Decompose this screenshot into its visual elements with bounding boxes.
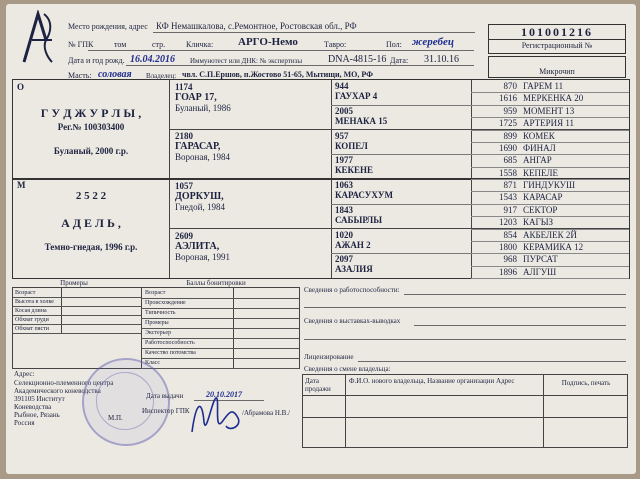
pedigree-table [12,79,630,279]
score-row-label: Класс [145,360,160,366]
g3-number: 944 [335,81,349,91]
color-value: соловая [98,69,132,80]
owner-change-label: Сведения о смене владельца: [304,365,391,373]
shows-label: Сведения о выставках-выводках [304,317,401,325]
license-label: Лицензирование [304,353,354,361]
g3-ancestor [335,81,467,101]
dam-name: А Д Е Л Ь , [61,216,121,230]
g4-ancestor [483,130,555,142]
g4-ancestor [483,216,553,228]
g2-name: ГАРАСАР, [175,141,221,152]
registration-box [488,24,626,54]
g2-info: Вороная, 1991 [175,252,230,262]
g4-ancestor [483,253,558,265]
g2-ancestor [175,231,325,262]
g3-name: КЕКЕНЕ [335,165,374,176]
address-line: Коневодства [14,403,52,411]
g4-name: ФИНАЛ [523,142,556,153]
g4-name: КЕПЕЛЕ [523,167,558,178]
address-line: 391105 Институт [14,395,65,403]
g3-ancestor [335,155,467,175]
measures-title: Промеры [60,279,88,287]
g4-name: АРТЕРИЯ 11 [523,118,575,129]
score-row-label: Работоспособность [145,340,195,346]
birthplace-label: Место рождения, адрес [68,22,148,31]
g4-number: 968 [503,254,517,265]
g4-ancestor [483,191,562,203]
g4-name: ПУРСАТ [523,254,558,265]
g2-info: Вороная, 1984 [175,152,230,162]
g3-number: 1063 [335,180,353,190]
col-new-owner: Ф.И.О. нового владельца, Название организации Адрес [349,377,515,385]
g4-ancestor [483,142,556,154]
address-line: Селекционно-племенного центра [14,379,114,387]
g4-ancestor [483,229,577,241]
g3-name: АЖАН 2 [335,239,371,250]
g2-name: АЭЛИТА, [175,241,220,252]
g4-ancestor [483,241,583,253]
measures-scores-grid [12,287,300,369]
g3-ancestor [335,106,467,126]
col-sale-date: Дата продажи [305,377,331,393]
g3-number: 1020 [335,229,353,240]
owner-value: чвл. С.П.Ершов, п.Жостово 51-65, Мытищи, МО, РФ [182,70,373,79]
g2-name: ГОАР 17, [175,92,217,103]
address-line: Рыбное, Рязань [14,411,60,419]
g4-name: АЛГУШ [523,266,557,277]
g4-number: 870 [503,81,517,91]
g4-number: 899 [503,130,517,141]
inspector-label: Инспектор ГПК [142,407,190,415]
g3-name: КОПЕЛ [335,140,368,151]
official-stamp-inner [96,372,154,430]
registration-label: Регистрационный № [521,41,593,50]
owner-label: Владелец: [146,72,177,80]
g2-ancestor [175,82,325,113]
registration-number: 101001216 [489,25,625,40]
sex-label: Пол: [386,40,402,49]
g3-number: 2097 [335,254,353,265]
g3-ancestor [335,254,467,274]
dna-value: DNA-4815-16 [328,54,387,65]
birthplace-value: КФ Немашкалова, с.Ремонтное, Ростовская обл., РФ [156,21,357,31]
sire-reg: Рег.№ 100303400 [57,122,125,132]
microchip-box [488,56,626,78]
g4-name: КАРАСАР [523,192,563,203]
microchip-label: Микрочип [539,67,575,76]
g2-name: ДОРКУШ, [175,191,224,202]
g2-number: 2180 [175,131,193,141]
measure-row-label: Обхват пясти [15,326,50,332]
g4-name: АКБЕЛЕК 2Й [523,229,577,240]
birthdate-label: Дата и год рожд. [68,56,125,65]
g3-number: 957 [335,130,349,141]
horse-name: АРГО-Немо [238,36,298,48]
issue-label: Дата выдачи [146,392,184,400]
g4-number: 1690 [499,142,517,153]
inspector-signature-icon [186,392,246,440]
score-row-label: Происхождение [145,300,186,306]
g2-ancestor [175,131,325,162]
g3-number: 1843 [335,204,353,215]
g4-number: 1543 [499,192,517,203]
address-line: Россия [14,419,35,427]
g2-info: Буланый, 1986 [175,103,231,113]
g3-ancestor [335,131,467,151]
measure-row-label: Высота в холке [15,299,54,305]
date-label: Дата: [390,56,409,65]
g4-number: 871 [503,180,517,190]
issue-date: 20.10.2017 [206,390,242,399]
g4-ancestor [483,204,557,216]
g2-number: 1057 [175,181,193,191]
col-signature: Подпись, печать [561,379,611,387]
g4-ancestor [483,117,574,129]
name-label: Кличка: [186,40,214,49]
score-row-label: Возраст [145,290,166,296]
g3-number: 1977 [335,155,353,166]
g2-ancestor [175,181,325,212]
color-label: Масть: [68,71,92,80]
birthdate-value: 16.04.2016 [130,54,175,65]
g3-name: КАРАСУХУМ [335,190,394,200]
sire-mark: О [17,82,25,92]
g4-name: КЕРАМИКА 12 [523,241,584,252]
tom-label: том [114,40,127,49]
address-label: Адрес: [14,370,35,378]
g4-ancestor [483,167,558,179]
logo-horse-a-icon [20,10,56,66]
g4-number: 1800 [499,241,517,252]
g3-ancestor [335,180,467,200]
gpk-label: № ГПК [68,40,94,49]
work-label: Сведения о работоспособности: [304,286,400,294]
g4-name: ГИНДУКУШ [523,180,576,190]
g4-number: 1558 [499,167,517,178]
g4-number: 1616 [499,93,517,104]
score-row-label: Типичность [145,310,176,316]
g4-name: МОМЕНТ 13 [523,105,575,116]
g2-number: 1174 [175,82,193,92]
g3-ancestor [335,205,467,225]
g4-name: КАГЫЗ [523,217,554,228]
score-row-label: Экстерьер [145,330,172,336]
inspector-name: /Абрамова Н.В./ [242,409,290,417]
g4-ancestor [483,154,552,166]
g4-name: АНГАР [523,155,552,166]
g3-number: 2005 [335,105,353,116]
g3-name: ГАУХАР 4 [335,91,378,101]
g3-ancestor [335,230,467,250]
str-label: стр. [152,40,166,49]
score-row-label: Качество потомства [145,350,196,356]
g4-number: 917 [503,204,517,215]
immunotest-label: Иммунотест или ДНК: № экспертизы [190,57,303,65]
g4-name: ГАРЕМ 11 [523,81,564,91]
horse-passport-certificate [6,4,636,474]
sex-value: жеребец [412,36,454,48]
g2-number: 2609 [175,231,193,241]
scores-title: Баллы бонитировки [186,279,246,287]
g3-name: МЕНАКА 15 [335,115,388,126]
dna-date-value: 31.10.16 [424,54,459,65]
owner-change-table [302,374,628,448]
g4-number: 1725 [499,118,517,129]
g4-number: 1896 [499,266,517,277]
g4-number: 959 [503,105,517,116]
g4-name: МЕРКЕНКА 20 [523,93,584,104]
brand-label: Тавро: [324,40,347,49]
g3-name: САБЫРЛЫ [335,214,383,225]
g4-ancestor [483,92,583,104]
measure-row-label: Косая длина [15,308,47,314]
sire-color: Буланый, 2000 г.р. [53,146,129,156]
dam-mark: М [17,180,26,190]
dam-number: 2 5 2 2 [75,190,107,202]
measure-row-label: Обхват груди [15,317,49,323]
g4-number: 1203 [499,217,517,228]
g4-number: 685 [503,155,517,166]
g4-ancestor [483,105,574,117]
g4-name: КОМЕК [523,130,555,141]
mp-label: М.П. [108,414,123,422]
address-line: Академического коневодства [14,387,101,395]
measure-row-label: Возраст [15,290,36,296]
sire-name: Г У Д Ж У Р Л Ы , [40,106,142,120]
g4-name: СЕКТОР [523,204,558,215]
g4-number: 854 [503,229,517,240]
score-row-label: Промеры [145,320,169,326]
g4-ancestor [483,179,575,191]
g4-ancestor [483,266,556,278]
g3-name: АЗАЛИЯ [335,264,373,275]
g4-ancestor [483,80,563,92]
g2-info: Гнедой, 1984 [175,202,225,212]
dam-color: Темно-гнедая, 1996 г.р. [44,242,138,252]
